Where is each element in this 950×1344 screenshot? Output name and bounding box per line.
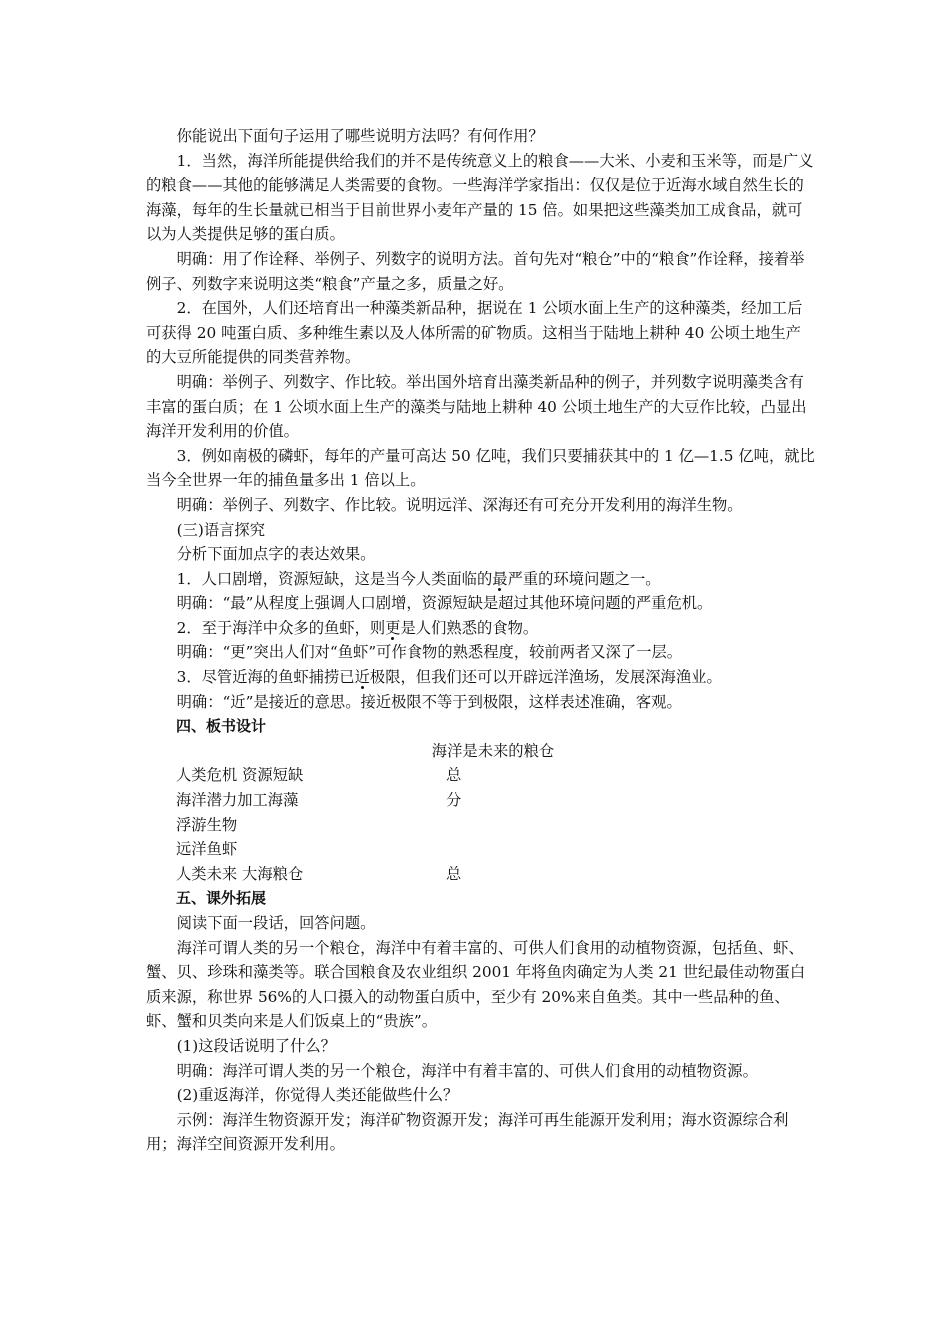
answer-1: 明确：用了作诠释、举例子、列数字的说明方法。首句先对“粮仓”中的“粮食”作诠释，接着举例子、列数字来说明这类“粮食”产量之多，质量之好。: [146, 249, 805, 293]
board-row: [146, 763, 816, 788]
document-page: [146, 124, 816, 1157]
extension-question-2: (2)重返海洋，你觉得人类还能做些什么？: [176, 1086, 459, 1105]
language-item-2: [146, 616, 816, 641]
board-design: [146, 739, 816, 887]
extension-answer-2: 示例：海洋生物资源开发；海洋矿物资源开发；海洋可再生能源开发利用；海水资源综合利用；海洋空间资源开发利用。: [146, 1110, 789, 1154]
dotted-char: 最: [492, 569, 508, 588]
board-row-left: 人类危机 资源短缺: [176, 766, 304, 785]
answer-2: 明确：举例子、列数字、作比较。举出国外培育出藻类新品种的例子，并列数字说明藻类含有丰富的蛋白质；在 1 公顷水面上生产的藻类与陆地上耕种 40 公顷土地生产的大豆作比较，凸显出海洋开发利用的价值。: [146, 372, 807, 441]
board-row-right: 总: [446, 766, 462, 785]
language-item-3-post: 极限，但我们还可以开辟远洋渔场，发展深海渔业。: [369, 668, 722, 687]
question-3: 3．例如南极的磷虾，每年的产量可高达 50 亿吨，我们只要捕获其中的 1 亿—1.5 亿吨，就比当今全世界一年的捕鱼量多出 1 倍以上。: [146, 446, 815, 490]
dotted-char: 近: [354, 668, 370, 687]
language-item-2-pre: 2．至于海洋中众多的鱼虾，则: [176, 618, 386, 637]
intro-question: 你能说出下面句子运用了哪些说明方法吗？有何作用？: [176, 127, 544, 145]
question-1: 1．当然，海洋所能提供给我们的并不是传统意义上的粮食——大米、小麦和玉米等，而是广义的粮食——其他的能够满足人类需要的食物。一些海洋学家指出：仅仅是位于近海水域自然生长的海藻，每年的生长量就已相当于目前世界小麦年产量的 15 倍。如果把这些藻类加工成食品，就可以为人类提供足够的蛋白质。: [146, 151, 814, 244]
language-item-1: [146, 567, 816, 592]
language-item-1-pre: 1．人口剧增，资源短缺，这是当今人类面临的: [176, 569, 493, 588]
dotted-char: 更: [385, 618, 401, 637]
language-answer-1: 明确：“最”从程度上强调人口剧增，资源短缺是超过其他环境问题的严重危机。: [176, 594, 713, 613]
board-row: [146, 862, 816, 887]
language-answer-2: 明确：“更”突出人们对“鱼虾”可作食物的熟悉程度，较前两者又深了一层。: [176, 643, 683, 662]
language-item-1-post: 严重的环境问题之一。: [507, 569, 661, 588]
board-row-right: 分: [446, 791, 462, 810]
board-row-left: 远洋鱼虾: [176, 840, 238, 859]
question-2: 2．在国外，人们还培育出一种藻类新品种，据说在 1 公顷水面上生产的这种藻类，经加工后可获得 20 吨蛋白质、多种维生素以及人体所需的矿物质。这相当于陆地上耕种 40 公顷土地生产的大豆所能提供的同类营养物。: [146, 299, 803, 367]
board-title: 海洋是未来的粮仓: [431, 741, 555, 760]
extension-question-1: (1)这段话说明了什么？: [176, 1036, 336, 1055]
board-row: [146, 788, 816, 813]
board-row-right: 总: [446, 864, 462, 883]
language-answer-3: 明确：“近”是接近的意思。接近极限不等于到极限，这样表述准确，客观。: [176, 692, 682, 711]
section-3-intro: 分析下面加点字的表达效果。: [176, 545, 376, 564]
language-item-3: [146, 665, 816, 690]
language-item-3-pre: 3．尽管近海的鱼虾捕捞已: [176, 668, 355, 687]
board-row: [146, 813, 816, 838]
board-row-left: 人类未来 大海粮仓: [176, 864, 304, 883]
extension-intro: 阅读下面一段话，回答问题。: [176, 914, 376, 932]
answer-3: 明确：举例子、列数字、作比较。说明远洋、深海还有可充分开发利用的海洋生物。: [176, 495, 743, 514]
board-row-left: 浮游生物: [176, 815, 238, 834]
extension-paragraph: 海洋可谓人类的另一个粮仓，海洋中有着丰富的、可供人们食用的动植物资源，包括鱼、虾、蟹、贝、珍珠和藻类等。联合国粮食及农业组织 2001 年将鱼肉确定为人类 21 世纪最佳动物蛋白质来源，称世界 56%的人口摄入的动物蛋白质中，至少有 20%来自鱼类。其中一些品种的鱼、虾、蟹和贝类向来是人们饭桌上的“贵族”。: [146, 938, 806, 1031]
board-row: [146, 837, 816, 862]
extension-answer-1: 明确：海洋可谓人类的另一个粮仓，海洋中有着丰富的、可供人们食用的动植物资源。: [176, 1061, 758, 1080]
section-4-heading: 四、板书设计: [176, 717, 267, 736]
language-item-2-post: 是人们熟悉的食物。: [400, 618, 539, 637]
section-3-title: (三)语言探究: [176, 520, 266, 539]
section-5-heading: 五、课外拓展: [176, 889, 267, 908]
board-row-left: 海洋潜力加工海藻: [176, 791, 299, 810]
